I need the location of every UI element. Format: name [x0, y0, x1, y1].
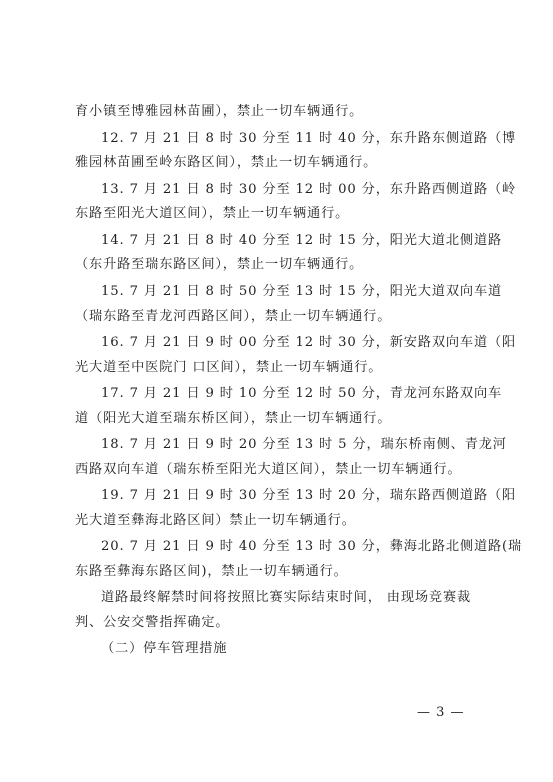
- text-line-10: 16. 7 月 21 日 9 时 00 分至 12 时 30 分，新安路双向车道（阳: [101, 335, 517, 350]
- text-line-2: 12. 7 月 21 日 8 时 30 分至 11 时 40 分，东升路东侧道路（博: [101, 131, 517, 146]
- text-line-1: 育小镇至博雅园林苗圃），禁止一切车辆通行。: [75, 104, 364, 119]
- text-line-9: （瑞东路至青龙河西路区间），禁止一切车辆通行。: [75, 309, 392, 324]
- text-line-21: 判、公安交警指挥确定。: [75, 615, 230, 630]
- text-line-5: 东路至阳光大道区间），禁止一切车辆通行。: [75, 206, 350, 221]
- page-number: — 3 —: [417, 705, 465, 720]
- text-line-18: 20. 7 月 21 日 9 时 40 分至 13 时 30 分，彝海北路北侧道路(瑞: [101, 539, 523, 554]
- text-line-6: 14. 7 月 21 日 8 时 40 分至 12 时 15 分，阳光大道北侧道路: [101, 233, 503, 248]
- text-line-16: 19. 7 月 21 日 9 时 30 分至 13 时 20 分，瑞东路西侧道路（阳: [101, 488, 517, 503]
- text-line-4: 13. 7 月 21 日 8 时 30 分至 12 时 00 分，东升路西侧道路（岭: [101, 182, 517, 197]
- text-line-3: 雅园林苗圃至岭东路区间），禁止一切车辆通行。: [75, 155, 378, 170]
- text-line-15: 西路双向车道（瑞东桥至阳光大道区间），禁止一切车辆通行。: [75, 462, 462, 477]
- text-line-12: 17. 7 月 21 日 9 时 10 分至 12 时 50 分，青龙河东路双向车: [101, 386, 503, 401]
- text-line-11: 光大道至中医院门 口区间），禁止一切车辆通行。: [75, 360, 383, 375]
- text-line-13: 道（阳光大道至瑞东桥区间），禁止一切车辆通行。: [75, 411, 392, 426]
- text-line-17: 光大道至彝海北路区间）禁止一切车辆通行。: [75, 513, 356, 528]
- text-line-7: （东升路至瑞东路区间），禁止一切车辆通行。: [75, 257, 364, 272]
- text-line-8: 15. 7 月 21 日 8 时 50 分至 13 时 15 分，阳光大道双向车道: [101, 284, 503, 299]
- text-line-14: 18. 7 月 21 日 9 时 20 分至 13 时 5 分，瑞东桥南侧、青龙河: [101, 437, 507, 452]
- section-heading: （二）停车管理措施: [101, 641, 228, 656]
- text-line-19: 东路至彝海东路区间)，禁止一切车辆通行。: [75, 564, 348, 579]
- text-line-20: 道路最终解禁时间将按照比赛实际结束时间， 由现场竞赛裁: [101, 590, 472, 605]
